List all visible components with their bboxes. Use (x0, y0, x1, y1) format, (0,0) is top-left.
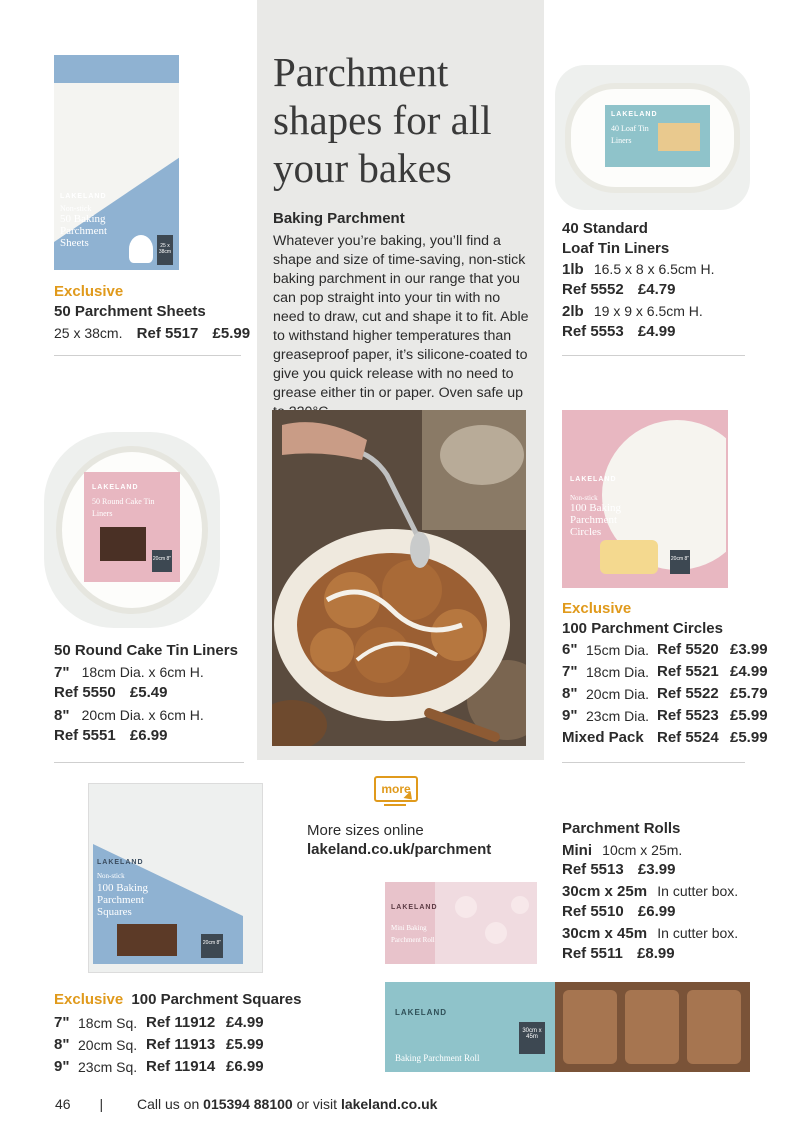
squares-price: £6.99 (226, 1058, 264, 1075)
divider (54, 355, 241, 356)
circles-size: 6" (562, 641, 578, 658)
loaf-price: £4.99 (637, 323, 676, 340)
pack-subtitle: Non-stick (97, 872, 125, 880)
circles-name: 100 Parchment Circles (562, 620, 723, 637)
rolls-size: 30cm x 45m (562, 925, 648, 942)
pack-size-tag: 30cm x 45m (519, 1022, 545, 1054)
sheets-ref: Ref 5517 (136, 325, 199, 342)
more-sizes-text: More sizes online (307, 822, 424, 839)
pack-title: 40 Loaf Tin Liners (611, 124, 649, 145)
squares-exclusive: Exclusive (54, 991, 124, 1008)
circles-price: £3.99 (730, 641, 768, 658)
rolls-size: Mini (562, 842, 592, 859)
loaf-dims: 19 x 9 x 6.5cm H. (593, 303, 703, 319)
squares-price: £5.99 (226, 1036, 264, 1053)
loaf-liners-pack-image (555, 65, 750, 210)
pack-brand: LAKELAND (611, 111, 658, 118)
more-sizes-link[interactable]: lakeland.co.uk/parchment (307, 841, 492, 858)
divider (562, 355, 745, 356)
page-number: 46 (55, 1096, 71, 1112)
page-headline: Parchment shapes for all your bakes (273, 49, 492, 191)
rocky-road-icon (117, 924, 177, 956)
squares-pack-image (88, 783, 263, 973)
squares-heading (54, 989, 301, 1011)
rolls-ref: Ref 5510 (562, 903, 624, 920)
round-dims: 20cm Dia. x 6cm H. (81, 707, 204, 723)
loaf-size: 2lb (562, 303, 584, 320)
divider (562, 762, 745, 763)
round-ref-row (54, 725, 167, 747)
pack-brand: LAKELAND (60, 193, 107, 200)
rolls-dims: In cutter box. (657, 883, 739, 899)
loaf-name-2: Loaf Tin Liners (562, 240, 670, 257)
more-badge: more (374, 776, 418, 802)
pack-title: Baking Parchment Roll (395, 1053, 480, 1063)
rolls-ref-row (562, 943, 738, 964)
squares-dims: 23cm Sq. (78, 1059, 138, 1075)
pack-brand: LAKELAND (92, 484, 139, 491)
cinnamon-rolls-photo (272, 410, 526, 746)
squares-size: 7" (54, 1014, 70, 1031)
footer-call-text: Call us on (137, 1096, 200, 1112)
sheets-exclusive: Exclusive (54, 283, 124, 300)
loaf-ref-row (562, 321, 675, 343)
circles-price: £5.99 (730, 729, 768, 746)
circles-dims: 20cm Dia. (586, 686, 650, 702)
rolls-ref-row (562, 859, 738, 880)
rolls-price: £6.99 (637, 903, 676, 920)
pack-brand: LAKELAND (395, 1008, 447, 1017)
chocolate-cake-icon (100, 527, 146, 561)
round-ref-row (54, 682, 167, 704)
footer-separator: | (99, 1096, 104, 1112)
rolls-name: Parchment Rolls (562, 820, 681, 837)
squares-size: 9" (54, 1058, 70, 1075)
circles-dims: 15cm Dia. (586, 642, 650, 658)
pack-title: 100 Baking Parchment Circles (570, 502, 622, 538)
pack-title: 50 Round Cake Tin Liners (92, 497, 155, 518)
footer-visit-text: or visit (296, 1096, 338, 1112)
pack-title: Mini Baking Parchment Roll (391, 924, 435, 944)
loaf-ref: Ref 5553 (562, 323, 624, 340)
rolls-size-row (562, 922, 738, 943)
circles-ref: Ref 5524 (657, 729, 719, 746)
circles-size: 8" (562, 685, 578, 702)
roll-box-pack-image (385, 982, 750, 1072)
loaf-dims: 16.5 x 8 x 6.5cm H. (593, 261, 715, 277)
intro-text: Whatever you’re baking, you’ll find a shape and size of time-saving, non-stick baking parchment in our range that you can pop straight into your tin with no need to draw, cut and shape it to fit. Able to withstand higher temperatures than greaseproof paper, it’s silicone-coated to give you quick release with no need to grease either tin or paper. Oven safe up (273, 233, 529, 401)
footer-site-link[interactable]: lakeland.co.uk (340, 1096, 438, 1112)
squares-dims: 20cm Sq. (78, 1037, 138, 1053)
round-dims: 18cm Dia. x 6cm H. (81, 664, 204, 680)
round-size: 7" (54, 664, 70, 681)
rolls-price-list (562, 839, 738, 964)
parchment-sheets-pack-image (54, 55, 179, 270)
circles-size: 9" (562, 707, 578, 724)
circles-size: Mixed Pack (562, 729, 644, 746)
circles-dims: 18cm Dia. (586, 664, 650, 680)
meringue-icon (129, 235, 153, 263)
loaf-cake-icon (658, 123, 700, 151)
loaf-price: £4.79 (637, 281, 676, 298)
round-size-row (54, 661, 204, 684)
circles-ref: Ref 5520 (657, 641, 719, 658)
round-size: 8" (54, 707, 70, 724)
loaf-size-row (562, 300, 703, 323)
loaf-name-1: 40 Standard (562, 220, 648, 237)
rolls-price: £3.99 (637, 861, 676, 878)
loaf-size-row (562, 258, 714, 281)
rolls-price: £8.99 (637, 945, 675, 962)
round-name: 50 Round Cake Tin Liners (54, 642, 238, 659)
pack-subtitle: Non-stick (60, 204, 92, 213)
squares-ref: Ref 11914 (146, 1058, 216, 1075)
divider (54, 762, 244, 763)
pack-size-tag: 20cm 8" (201, 934, 223, 958)
sheets-size: 25 x 38cm. (54, 325, 123, 341)
squares-size: 8" (54, 1036, 70, 1053)
round-ref: Ref 5551 (54, 727, 116, 744)
circles-ref: Ref 5522 (657, 685, 719, 702)
rolls-ref: Ref 5513 (562, 861, 624, 878)
round-price: £6.99 (129, 727, 168, 744)
pack-brand: LAKELAND (391, 904, 438, 911)
round-price: £5.49 (129, 684, 168, 701)
squares-ref: Ref 11912 (146, 1014, 216, 1031)
rolls-ref-row (562, 901, 738, 922)
rolls-size-row (562, 880, 738, 901)
rolls-size: 30cm x 25m (562, 883, 648, 900)
pack-size-tag: 25 x 38cm (157, 235, 173, 265)
intro-title: Baking Parchment (273, 210, 405, 227)
round-size-row (54, 704, 204, 727)
pack-brand: LAKELAND (97, 859, 144, 866)
squares-dims: 18cm Sq. (78, 1015, 138, 1031)
pack-title: 50 Baking Parchment Sheets (60, 213, 108, 249)
loaf-ref: Ref 5552 (562, 281, 624, 298)
pack-size-tag: 20cm 8" (670, 550, 690, 574)
pack-brand: LAKELAND (570, 476, 617, 483)
mini-roll-pack-image (385, 882, 537, 964)
rolls-dims: In cutter box. (657, 925, 739, 941)
round-liners-pack-image (44, 432, 220, 628)
sheets-price-row (54, 322, 250, 345)
squares-ref: Ref 11913 (146, 1036, 216, 1053)
circles-price: £4.99 (730, 663, 768, 680)
rolls-size-row (562, 839, 738, 859)
circles-dims: 23cm Dia. (586, 708, 650, 724)
circles-ref: Ref 5521 (657, 663, 719, 680)
footer-phone[interactable]: 015394 88100 (203, 1096, 293, 1112)
more-online-icon[interactable] (374, 776, 422, 814)
rolls-dims: 10cm x 25m. (602, 842, 683, 858)
sheets-name: 50 Parchment Sheets (54, 303, 206, 320)
pack-size-tag: 20cm 8" (152, 550, 172, 572)
circles-exclusive: Exclusive (562, 600, 632, 617)
pack-subtitle: Non-stick (570, 494, 598, 502)
sponge-cake-icon (600, 540, 658, 574)
pack-title: 100 Baking Parchment Squares (97, 882, 149, 918)
page-footer (55, 1095, 437, 1113)
loaf-size: 1lb (562, 261, 584, 278)
loaf-ref-row (562, 279, 675, 301)
circles-price: £5.79 (730, 685, 768, 702)
round-ref: Ref 5550 (54, 684, 116, 701)
sheets-price: £5.99 (212, 325, 251, 342)
squares-price: £4.99 (226, 1014, 264, 1031)
circles-size: 7" (562, 663, 578, 680)
circles-pack-image (562, 410, 728, 588)
circles-ref: Ref 5523 (657, 707, 719, 724)
rolls-ref: Ref 5511 (562, 945, 623, 962)
circles-price: £5.99 (730, 707, 768, 724)
squares-name: 100 Parchment Squares (131, 991, 302, 1008)
